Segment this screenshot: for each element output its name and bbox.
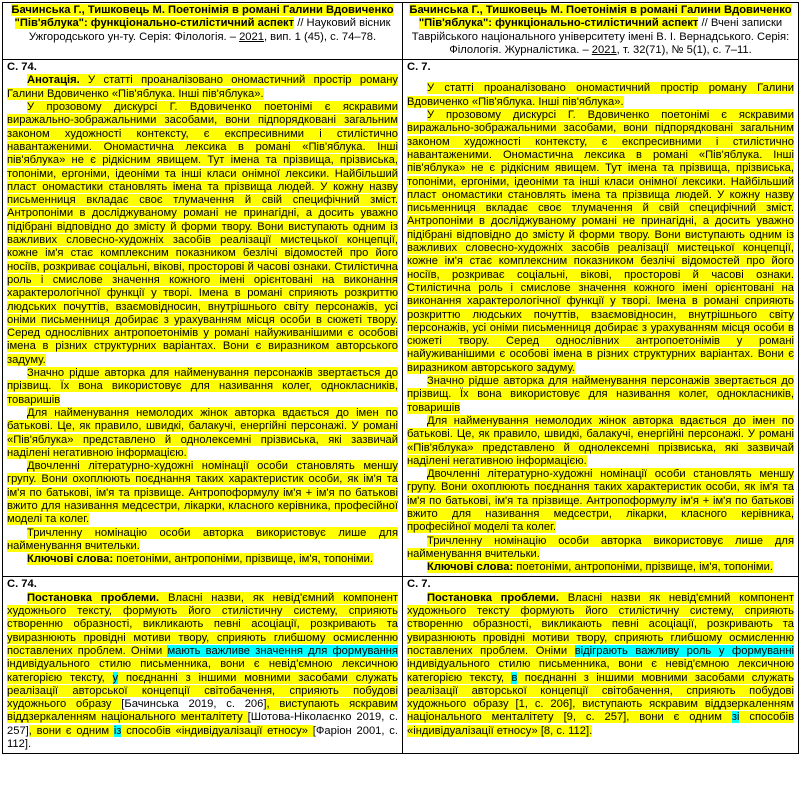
- left-abstract-p1: Анотація. У статті проаналізовано ономастичний простір роману Галини Вдовиченко «Пів'яблука. Інші пів'яблука».: [7, 74, 398, 100]
- right-problem-cell: [403, 577, 799, 754]
- abstract-row: [3, 60, 799, 577]
- left-source-ref-pre: // Науковий вісник Ужгородського ун-ту. Серія: Філологія. –: [28, 17, 391, 43]
- left-abstract-p4: Для найменування немолодих жінок авторка вдається до імен по батькові. Це, як правило, швидкі, балакучі, енергійні персонажі. У романі «Пів'яблука» представлено й однолексемні прізвиська, які зазвичай наділені негативною інформацією.: [7, 406, 398, 459]
- right-source-ref-pre: // Вчені записки Таврійського національного університету імені В. І. Вернадського. Серія: Філологія. Журналістика. –: [411, 17, 790, 56]
- right-source-cell: [403, 3, 799, 60]
- citation: [9, с. 257]: [563, 711, 627, 724]
- citation: [1, с. 206]: [515, 698, 573, 711]
- right-source-ref-post: , т. 32(71), № 5(1), с. 7–11.: [616, 43, 752, 56]
- left-page-ref: С. 74.: [7, 578, 37, 591]
- left-abstract-p2: У прозовому дискурсі Г. Вдовиченко поетонімі є яскравими виражально-зображальними засобами, вони підпорядковані загальним законом художності контексту, є експресивними і стилістично навантаженими. Ономастична лексика в романі «Пів'яблука. Інші пів'яблука» не є рідкісним явищем. Тут імена та прізвища, прізвиська, топоніми, ергоніми, ідеоніми та інші класи онімної лексики. Найбільший пласт ономастики становлять імена та прізвища людей. У кожну назву письменниця вкладає своє тлумачення й свій специфічний зміст. Антропоніми в досліджуваному романі не принагідні, а досить уважно підібрані відповідно до змісту й форми твору. Вони виступають одним із важливих словесно-художніх засобів реалізації мистецької концепції, кожне ім'я стає комплексним показником безлічі відомостей про його носіїв, розкриває соціальні, вікові, просторові й часові ознаки. Стилістична роль і смислове значення кожного імені орієнтовані на виконання характерологічної функції у творі. Імена в романі сприяють розкриттю людських почуттів, взаємовідносин, внутрішнього світу персонажів, усі оніми письменниця добирає з урахуванням місця особи в сюжеті твору. Серед однослівних антропоетонімів у романі найуживанішими є особові імена в різних структурних варіантах. Вони є виразником авторського задуму.: [7, 101, 398, 366]
- right-abstract-p5: Двочленні літературно-художні номінації особи становлять меншу групу. Вони охоплюють поєднання таких характеристик особи, як ім'я та ім'я по батькові, ім'я та прізвище. Антропоформулу ім'я + ім'я по батькові вжито для називання медсестри, лікарки, класного керівника, професійної моделі та колег.: [407, 468, 794, 534]
- changed-phrase: в: [511, 671, 518, 684]
- problem-row: [3, 577, 799, 754]
- right-page-ref: С. 7.: [407, 578, 431, 591]
- changed-phrase: із: [113, 724, 122, 737]
- left-abstract-p3: Значно рідше авторка для найменування персонажів звертається до прізвищ. Їх вона використовує для називання колег, однокласників, товаришів: [7, 367, 398, 406]
- right-abstract-p2: У прозовому дискурсі Г. Вдовиченко поетонімі є яскравими виражально-зображальними засобами, вони підпорядковані загальним законом художності контексту, є експресивними і стилістично навантаженими. Ономастична лексика в романі «Пів'яблука. Інші пів'яблука» не є рідкісним явищем. Тут імена та прізвища, прізвиська, топоніми, ергоніми, ідеоніми та інші класи онімної лексики. Найбільший пласт ономастики становлять імена та прізвища людей. У кожну назву письменниця вкладає своє тлумачення й свій специфічний зміст. Антропоніми в досліджуваному романі не принагідні, а досить уважно підібрані відповідно до змісту й форми твору. Вони виступають одним із важливих словесно-художніх засобів реалізації мистецької концепції, кожне ім'я стає комплексним показником безлічі відомостей про його носіїв, розкриває соціальні, вікові, просторові й часові ознаки. Стилістична роль і смислове значення кожного імені орієнтовані на виконання характерологічної функції у творі. Імена в романі сприяють розкриттю людських почуттів, взаємовідносин, внутрішнього світу персонажів, усі оніми письменниця добирає з урахуванням місця особи в сюжеті твору. Серед однослівних антропоетонімів у романі найуживанішими є особові імена в різних структурних варіантах. Вони є виразником авторського задуму.: [407, 109, 794, 374]
- citation: [Фаріон 2001, с. 112]: [7, 724, 398, 751]
- right-abstract-p1: У статті проаналізовано ономастичний простір роману Галини Вдовиченко «Пів'яблука. Інші пів'яблука».: [407, 82, 794, 108]
- right-abstract-cell: [403, 60, 799, 577]
- right-abstract-p3: Значно рідше авторка для найменування персонажів звертається до прізвищ. Їх вона використовує для називання колег, однокласників, товаришів: [407, 375, 794, 414]
- right-source-year: 2021: [591, 43, 617, 56]
- changed-phrase: відіграють важливу роль у формуванні: [574, 644, 794, 657]
- problem-label: Постановка проблеми.: [27, 591, 160, 604]
- comparison-table: [2, 2, 799, 754]
- left-abstract-p5: Двочленні літературно-художні номінації особи становлять меншу групу. Вони охоплюють поєднання таких характеристик особи, як ім'я та ім'я по батькові, ім'я та прізвище. Антропоформулу ім'я + ім'я по батькові вжито для називання медсестри, лікарки, класного керівника, професійної моделі та колег.: [7, 460, 398, 526]
- left-page-ref: С. 74.: [7, 61, 37, 74]
- abstract-label: Анотація.: [27, 74, 80, 87]
- left-source-year: 2021: [239, 30, 264, 43]
- source-row: [3, 3, 799, 60]
- right-problem-text: Постановка проблеми. Власні назви як невід'ємний компонент художнього тексту формують його стилістичну систему, сприяють створенню образності, викликають певні асоціації, розкривають та увиразнюють провідні мотиви твору, сприяють глибшому осмисленню поставлених проблем. Оніми відіграють важливу роль у формуванні індивідуального стилю письменника, вони є невід'ємною лексичною категорією тексту, в поєднанні з іншими мовними засобами служать реалізації авторської концепції світобачення, сприяють побудові художнього образу [1, с. 206], виступають яскравим віддзеркаленням національного менталітету [9, с. 257], вони є одним зі способів «індивідуалізації етносу» [8, с. 112].: [407, 591, 795, 737]
- left-source-ref-post: , вип. 1 (45), с. 74–78.: [263, 30, 377, 43]
- right-keywords: Ключові слова: поетоніми, антропоніми, прізвище, ім'я, топоніми.: [427, 561, 773, 574]
- left-keywords: Ключові слова: поетоніми, антропоніми, прізвище, ім'я, топоніми.: [27, 553, 373, 566]
- left-abstract-cell: [3, 60, 403, 577]
- right-page-ref: С. 7.: [407, 61, 431, 74]
- right-abstract-p6: Тричленну номінацію особи авторка використовує лише для найменування вчительки.: [407, 534, 794, 560]
- right-abstract-p4: Для найменування немолодих жінок авторка вдається до імен по батькові. Це, як правило, швидкі, балакучі, енергійні персонажі. У романі «Пів'яблука» представлено й однолексемні прізвиська, які зазвичай наділені негативною інформацією.: [407, 414, 794, 467]
- citation: [Шотова-Ніколаєнко 2019, с. 257]: [7, 711, 398, 737]
- changed-phrase: зі: [731, 711, 740, 724]
- left-abstract-p6: Тричленну номінацію особи авторка використовує лише для найменування вчительки.: [7, 526, 398, 552]
- left-source-cell: [3, 3, 403, 60]
- left-problem-text: Постановка проблеми. Власні назви, як невід'ємний компонент художнього тексту, формують його стилістичну систему, сприяють створенню образності, викликають певні асоціації, розкривають та увиразнюють провідні мотиви твору, сприяють глибшому осмисленню поставлених проблем. Оніми мають важливе значення для формування індивідуального стилю письменника, вони є невід'ємною лексичною категорією тексту, у поєднанні з іншими мовними засобами служать реалізації авторської концепції світобачення, сприяють побудові художнього образу [Бачинська 2019, с. 206], виступають яскравим віддзеркаленням національного менталітету [Шотова-Ніколаєнко 2019, с. 257], вони є одним із способів «індивідуалізації етносу» [Фаріон 2001, с. 112].: [7, 591, 398, 751]
- left-problem-cell: [3, 577, 403, 754]
- right-source-title: Бачинська Г., Тишковець М. Поетонімія в романі Галини Вдовиченко "Пів'яблука": функціонально-стилістичний аспект: [409, 4, 792, 30]
- keywords-label: Ключові слова:: [27, 553, 114, 566]
- keywords-label: Ключові слова:: [427, 561, 514, 574]
- citation: [Бачинська 2019, с. 206]: [121, 698, 267, 711]
- left-source-title: Бачинська Г., Тишковець М. Поетонімія в романі Галини Вдовиченко "Пів'яблука": функціонально-стилістичний аспект: [11, 4, 394, 30]
- changed-phrase: мають важливе значення для формування: [167, 644, 398, 657]
- citation: [8, с. 112]: [540, 724, 590, 737]
- changed-phrase: у: [112, 671, 119, 684]
- problem-label: Постановка проблеми.: [427, 591, 559, 604]
